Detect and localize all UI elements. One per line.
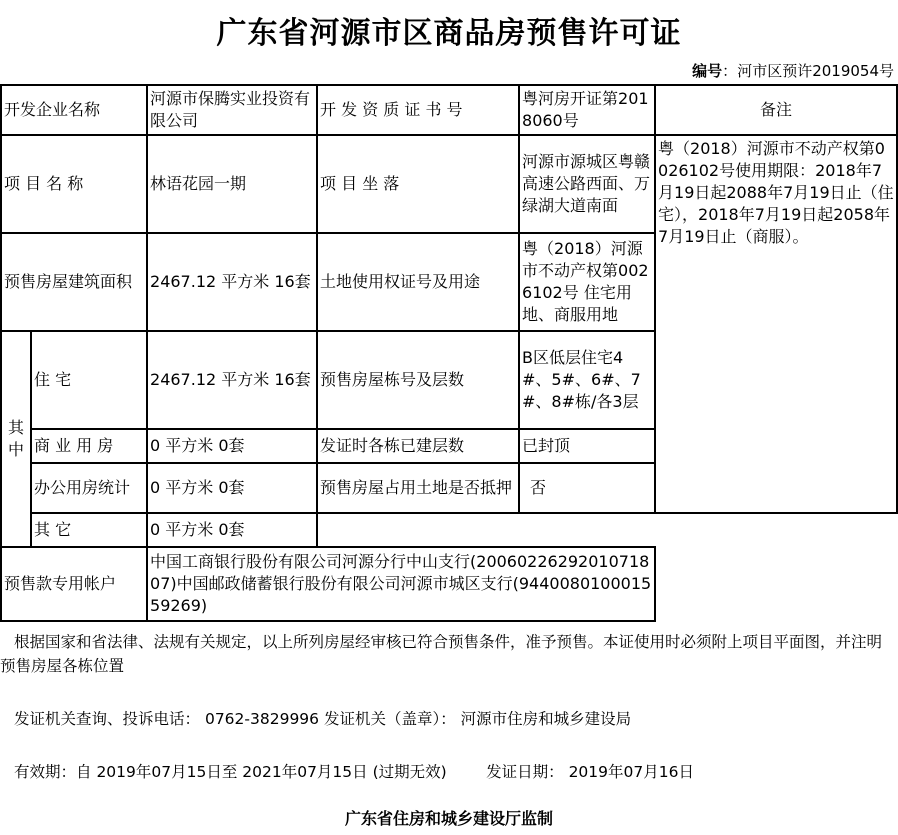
- account-label: 预售款专用帐户: [1, 547, 147, 621]
- table-row: [1, 135, 897, 233]
- table-row: [1, 85, 897, 135]
- permit-number-label: 编号: [692, 62, 723, 80]
- issue-date: 2019年07月16日: [568, 763, 694, 781]
- validity-range: 自 2019年07月15日至 2021年07月15日 (过期无效): [76, 763, 447, 781]
- buildings-value: B区低层住宅4#、5#、6#、7#、8#栋/各3层: [519, 331, 655, 429]
- project-name-label: 项 目 名 称: [1, 135, 147, 233]
- of-which-char-1: 其: [7, 418, 24, 437]
- commercial-value: 0 平方米 0套: [147, 429, 317, 463]
- authority-name: 河源市住房和城乡建设局: [460, 710, 632, 728]
- permit-number-value: 河市区预许2019054号: [737, 62, 894, 80]
- qualification-value: 粤河房开证第2018060号: [519, 85, 655, 135]
- other-value: 0 平方米 0套: [147, 513, 317, 547]
- of-which-char-2: 中: [7, 440, 24, 459]
- permit-table: [0, 84, 898, 622]
- built-floors-value: 已封顶: [519, 429, 655, 463]
- remarks-value: 粤（2018）河源市不动产权第0026102号使用期限：2018年7月19日起2088年7月19日止（住宅），2018年7月19日起2058年7月19日止（商服）。: [655, 135, 897, 513]
- mortgage-label: 预售房屋占用土地是否抵押: [317, 463, 519, 513]
- remarks-label: 备注: [655, 85, 897, 135]
- approval-notice: 根据国家和省法律、法规有关规定，以上所列房屋经审核已符合预售条件，准予预售。本证使用时必须附上项目平面图，并注明预售房屋各栋位置: [0, 633, 883, 675]
- permit-number: [692, 60, 894, 81]
- permit-number-separator: ：: [722, 62, 738, 80]
- land-cert-label: 土地使用权证号及用途: [317, 233, 519, 331]
- validity-line: [14, 760, 694, 782]
- residential-label: 住 宅: [31, 331, 147, 429]
- page-title: 广东省河源市区商品房预售许可证: [216, 16, 682, 51]
- table-row: [1, 547, 897, 621]
- phone-number: 0762-3829996: [204, 710, 320, 728]
- other-label: 其 它: [31, 513, 147, 547]
- contact-line: [14, 707, 631, 729]
- account-value: 中国工商银行股份有限公司河源分行中山支行(2006022629201071807)中国邮政储蓄银行股份有限公司河源市城区支行(944008010001559269): [147, 547, 655, 621]
- authority-label: 发证机关（盖章）：: [323, 710, 456, 728]
- built-floors-label: 发证时各栋已建层数: [317, 429, 519, 463]
- location-value: 河源市源城区粤赣高速公路西面、万绿湖大道南面: [519, 135, 655, 233]
- issue-date-label: 发证日期：: [486, 763, 564, 781]
- qualification-label: 开 发 资 质 证 书 号: [317, 85, 519, 135]
- area-label: 预售房屋建筑面积: [1, 233, 147, 331]
- of-which-label: [1, 331, 31, 547]
- developer-value: 河源市保腾实业投资有限公司: [147, 85, 317, 135]
- land-cert-value: 粤（2018）河源市不动产权第0026102号 住宅用地、商服用地: [519, 233, 655, 331]
- phone-label: 发证机关查询、投诉电话：: [14, 710, 201, 728]
- buildings-label: 预售房屋栋号及层数: [317, 331, 519, 429]
- mortgage-value: 否: [519, 463, 655, 513]
- footer-supervisor: 广东省住房和城乡建设厅监制: [344, 809, 553, 828]
- office-value: 0 平方米 0套: [147, 463, 317, 513]
- area-value: 2467.12 平方米 16套: [147, 233, 317, 331]
- residential-value: 2467.12 平方米 16套: [147, 331, 317, 429]
- commercial-label: 商 业 用 房: [31, 429, 147, 463]
- table-row: [1, 513, 897, 547]
- location-label: 项 目 坐 落: [317, 135, 519, 233]
- project-name-value: 林语花园一期: [147, 135, 317, 233]
- validity-label: 有效期：: [14, 763, 77, 781]
- office-label: 办公用房统计: [31, 463, 147, 513]
- developer-label: 开发企业名称: [1, 85, 147, 135]
